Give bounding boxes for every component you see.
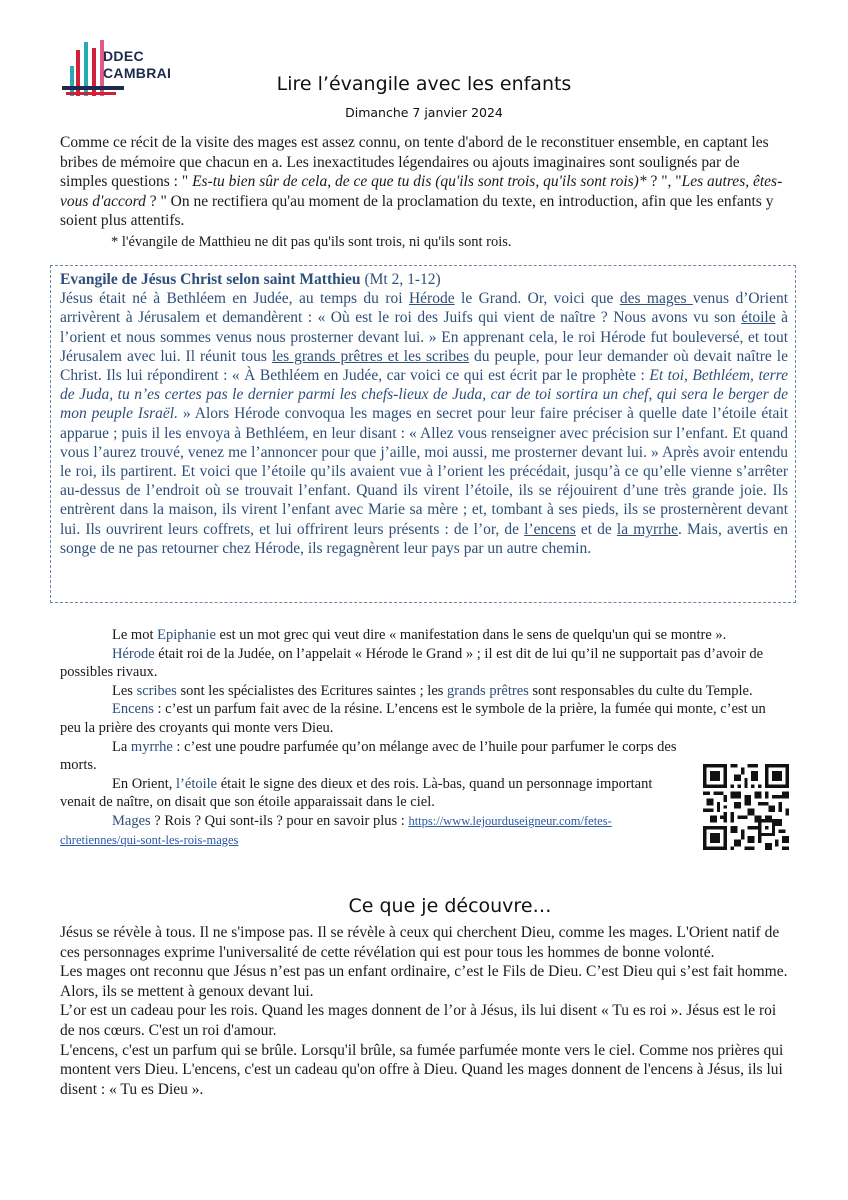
def-text: : c’est une poudre parfumée qu’on mélange avec de l’huile pour parfumer le corps des morts.	[60, 738, 677, 774]
page-date: Dimanche 7 janvier 2024	[345, 105, 503, 120]
gospel-text-7: et de	[575, 520, 617, 538]
def-text: Le mot	[112, 627, 158, 643]
def-text: était roi de la Judée, on l’appelait « Hérode le Grand » ; il est dit de lui qu’il ne supportait pas d’avoir de possibles rivaux.	[60, 645, 764, 681]
intro-text-1: Comme ce récit de la visite des mages est assez connu, on tente d'abord de le reconstituer ensemble, en captant les bribes de mémoire que chacun en a. Les inexactitudes légendaires ou ajouts imaginaires sont soulignés par de simples questions : "	[60, 134, 769, 190]
page-title: Lire l’évangile avec les enfants	[276, 73, 572, 95]
gospel-mages: des mages	[619, 290, 693, 308]
def-text: était le signe des dieux et des rois. Là-bas, quand un personnage important venait de naître, on disait que son étoile apparaissait dans le ciel.	[60, 775, 653, 811]
gospel-citation: Et toi, Bethléem, terre de Juda, tu n’es certes pas le dernier parmi les chefs-lieux de Juda, car de toi sortira un chef, qui sera le berger de mon peuple Israël.	[60, 367, 788, 423]
logo-line-1: DDEC	[103, 48, 144, 64]
gospel-text-8: . Mais, avertis en songe de ne pas retourner chez Hérode, ils regagnèrent leur pays par un autre chemin.	[60, 520, 788, 557]
gospel-myrrhe: la myrrhe	[616, 520, 678, 538]
discover-paragraph-4: L'encens, c'est un parfum qui se brûle. Lorsqu'il brûle, sa fumée parfumée monte vers le ciel. Comme nos prières qui montent vers Dieu. L'encens, c'est un cadeau qu'on offre à Dieu. Quand les mages donnent de l'encens à Jésus, ils lui disent : « Tu es Dieu ».	[60, 1041, 784, 1098]
def-word-epiphanie: Epiphanie	[157, 627, 216, 643]
qr-code[interactable]	[703, 764, 789, 850]
discover-section	[60, 923, 790, 1099]
definition-etoile	[60, 775, 788, 812]
discover-paragraph-2: Les mages ont reconnu que Jésus n’est pas un enfant ordinaire, c’est le Fils de Dieu. C’est Dieu qui s’est fait homme. Alors, ils se mettent à genoux devant lui.	[60, 963, 788, 1000]
def-word-herode: Hérode	[112, 645, 155, 662]
gospel-text-2: le Grand. Or, voici que	[454, 290, 620, 308]
def-word-mages: Mages	[112, 812, 151, 829]
intro-question-2: Les autres, êtes-vous d'accord	[60, 173, 783, 210]
def-text: Les	[112, 682, 137, 699]
intro-text-3: ? " On ne rectifiera qu'au moment de la proclamation du texte, en introduction, afin que les enfants y soient plus attentifs.	[60, 192, 774, 229]
def-text: La	[112, 738, 131, 755]
gospel-text-3: venus d’Orient arrivèrent à Jérusalem et demandèrent : « Où est le roi des Juifs qui vient de naître ? Nous avons vu son	[60, 290, 789, 327]
definition-herode	[60, 645, 788, 682]
def-text: est un mot grec qui veut dire « manifestation dans le sens de quelqu'un qui se montre ».	[215, 627, 727, 643]
def-text: ? Rois ? Qui sont-ils ? pour en savoir plus :	[150, 812, 409, 829]
def-text: sont les spécialistes des Ecritures saintes ; les	[176, 682, 448, 699]
def-word-etoile: l’étoile	[176, 775, 218, 792]
gospel-text-6: » Alors Hérode convoqua les mages en secret pour leur faire préciser à quelle date l’étoile était apparue ; puis il les envoya à Bethléem, en leur disant : « Allez vous renseigner avec précision sur l’enfant. Et quand vous l’aurez trouvé, venez me l’annoncer pour que j’aille, moi aussi, me prosterner devant lui. » Après avoir entendu le roi, ils partirent. Et voici que l’étoile qu’ils avaient vue à l’orient les précédait, jusqu’à ce qu’elle vienne s’arrêter au-dessus de l’endroit où se trouvait l’enfant. Quand ils virent l’étoile, ils se réjouirent d’une très grande joie. Ils entrèrent dans la maison, ils virent l’enfant avec Marie sa mère ; et, tombant à ses pieds, ils se prosternèrent devant lui. Ils ouvrirent leurs coffrets, et lui offrirent leurs présents : de l’or, de	[60, 405, 789, 538]
def-word-encens: Encens	[112, 701, 154, 718]
gospel-reference: (Mt 2, 1-12)	[360, 271, 441, 288]
definition-encens	[60, 700, 788, 737]
section-title: Ce que je découvre…	[348, 895, 552, 917]
def-text: : c’est un parfum fait avec de la résine. L’encens est le symbole de la prière, la fumée qui monte, c’est un peu la prière des croyants qui monte vers Dieu.	[60, 701, 766, 736]
gospel-text-1: Jésus était né à Bethléem en Judée, au temps du roi	[60, 290, 409, 308]
definitions	[60, 626, 788, 849]
gospel-heading: Evangile de Jésus Christ selon saint Matthieu	[60, 271, 361, 288]
intro-question-1: Es-tu bien sûr de cela, de ce que tu dis (qu'ils sont trois, qu'ils sont rois)*	[192, 173, 647, 190]
gospel-encens: l’encens	[524, 520, 576, 538]
gospel-text	[60, 270, 788, 558]
gospel-pretres-scribes: les grands prêtres et les scribes	[271, 347, 470, 365]
def-text: sont responsables du culte du Temple.	[528, 682, 753, 699]
gospel-text-4: à l’orient et nous sommes venus nous prosterner devant lui. » En apprenant cela, le roi Hérode fut bouleversé, et tout Jérusalem avec lui. Il réunit tous	[60, 309, 788, 365]
def-text: En Orient,	[112, 775, 177, 792]
intro-paragraph	[60, 133, 788, 231]
gospel-herode: Hérode	[408, 290, 455, 308]
discover-paragraph-1: Jésus se révèle à tous. Il ne s'impose pas. Il se révèle à ceux qui cherchent Dieu, comme les mages. L'Orient natif de ces personnages exprime l'universalité de cette révélation qui est pour tous les hommes de bonne volonté.	[60, 924, 780, 961]
def-word-myrrhe: myrrhe	[130, 738, 173, 755]
intro-footnote: * l'évangile de Matthieu ne dit pas qu'ils sont trois, ni qu'ils sont rois.	[111, 234, 512, 250]
gospel-etoile: étoile	[741, 309, 776, 327]
def-word-scribes: scribes	[136, 682, 177, 699]
discover-paragraph-3: L’or est un cadeau pour les rois. Quand les mages donnent de l’or à Jésus, ils lui disent « Tu es roi ». Jésus est le roi de nos cœurs. C'est un roi d'amour.	[60, 1002, 777, 1039]
definition-scribes	[60, 682, 788, 701]
definition-mages	[60, 812, 788, 849]
logo-line-2: CAMBRAI	[103, 65, 172, 81]
intro-text-2: ? ", "	[646, 173, 682, 190]
definition-myrrhe	[60, 738, 788, 775]
rois-mages-link[interactable]: https://www.lejourduseigneur.com/fetes-chretiennes/qui-sont-les-rois-mages	[60, 813, 612, 847]
gospel-text-5: du peuple, pour leur demander où devait naître le Christ. Ils lui répondirent : « À Bethléem en Judée, car voici ce qui est écrit par le prophète :	[60, 347, 788, 385]
def-word-grands-pretres: grands prêtres	[447, 682, 529, 699]
definition-epiphanie	[60, 626, 788, 645]
